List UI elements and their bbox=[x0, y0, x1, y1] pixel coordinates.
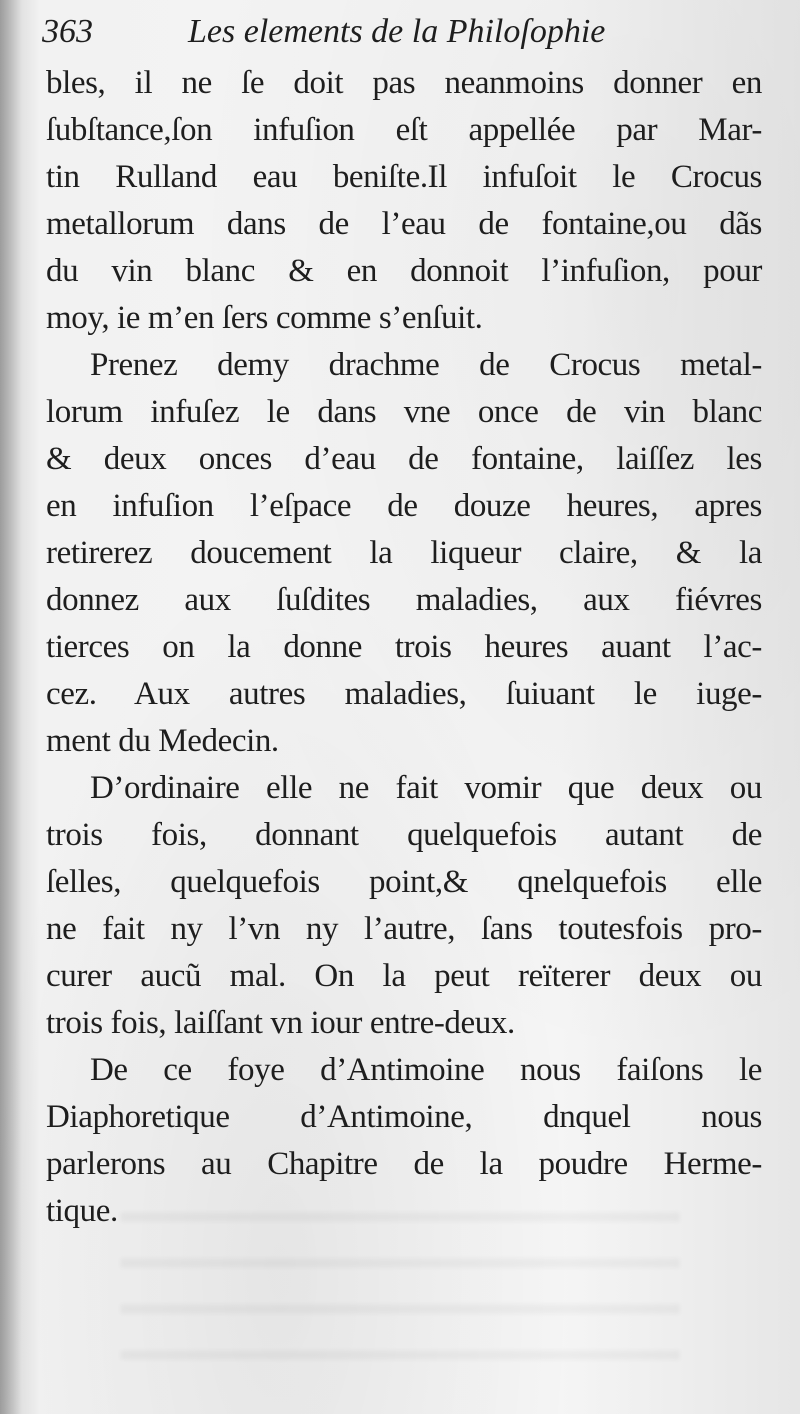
text-line: trois fois, laiſſant vn iour entre-deux. bbox=[46, 1005, 515, 1041]
text-line: D’ordinaire elle ne fait vomir que deux ou bbox=[90, 770, 762, 806]
text-line: trois fois, donnant quelquefois autant de bbox=[46, 817, 762, 853]
text-line: & deux onces d’eau de fontaine, laiſſez les bbox=[46, 441, 762, 477]
text-line: Diaphoretique d’Antimoine, dnquel nous bbox=[46, 1099, 762, 1135]
text-line: donnez aux ſuſdites maladies, aux fiévres bbox=[46, 582, 762, 618]
text-line: retirerez doucement la liqueur claire, & la bbox=[46, 535, 762, 571]
text-line: curer aucũ mal. On la peut reïterer deux ou bbox=[46, 958, 762, 994]
running-title: Les elements de la Philoſophie bbox=[188, 13, 606, 50]
text-line: du vin blanc & en donnoit l’infuſion, pour bbox=[46, 253, 762, 289]
text-line: Prenez demy drachme de Crocus metal- bbox=[90, 347, 762, 383]
text-line: en infuſion l’eſpace de douze heures, apres bbox=[46, 488, 762, 524]
text-line: ment du Medecin. bbox=[46, 723, 279, 759]
text-line: metallorum dans de l’eau de fontaine,ou dãs bbox=[46, 206, 762, 242]
page-number: 363 bbox=[42, 13, 93, 50]
text-line: cez. Aux autres maladies, ſuiuant le iuge- bbox=[46, 676, 762, 712]
text-line: ſelles, quelquefois point,& qnelquefois elle bbox=[46, 864, 762, 900]
running-head bbox=[42, 8, 762, 56]
text-line: De ce foye d’Antimoine nous faiſons le bbox=[90, 1052, 762, 1088]
text-line: lorum infuſez le dans vne once de vin blanc bbox=[46, 394, 762, 430]
text-line: ne fait ny l’vn ny l’autre, ſans toutesfois pro- bbox=[46, 911, 762, 947]
text-line: parlerons au Chapitre de la poudre Herme- bbox=[46, 1146, 762, 1182]
text-line: tierces on la donne trois heures auant l’ac- bbox=[46, 629, 762, 665]
text-line: bles, il ne ſe doit pas neanmoins donner en bbox=[46, 65, 762, 101]
text-block bbox=[46, 60, 762, 1235]
text-line: tique. bbox=[46, 1193, 118, 1229]
text-line: tin Rulland eau beniſte.Il infuſoit le Crocus bbox=[46, 159, 762, 195]
text-line: ſubſtance,ſon infuſion eſt appellée par Mar- bbox=[46, 112, 762, 148]
text-line: moy, ie m’en ſers comme s’enſuit. bbox=[46, 300, 483, 336]
